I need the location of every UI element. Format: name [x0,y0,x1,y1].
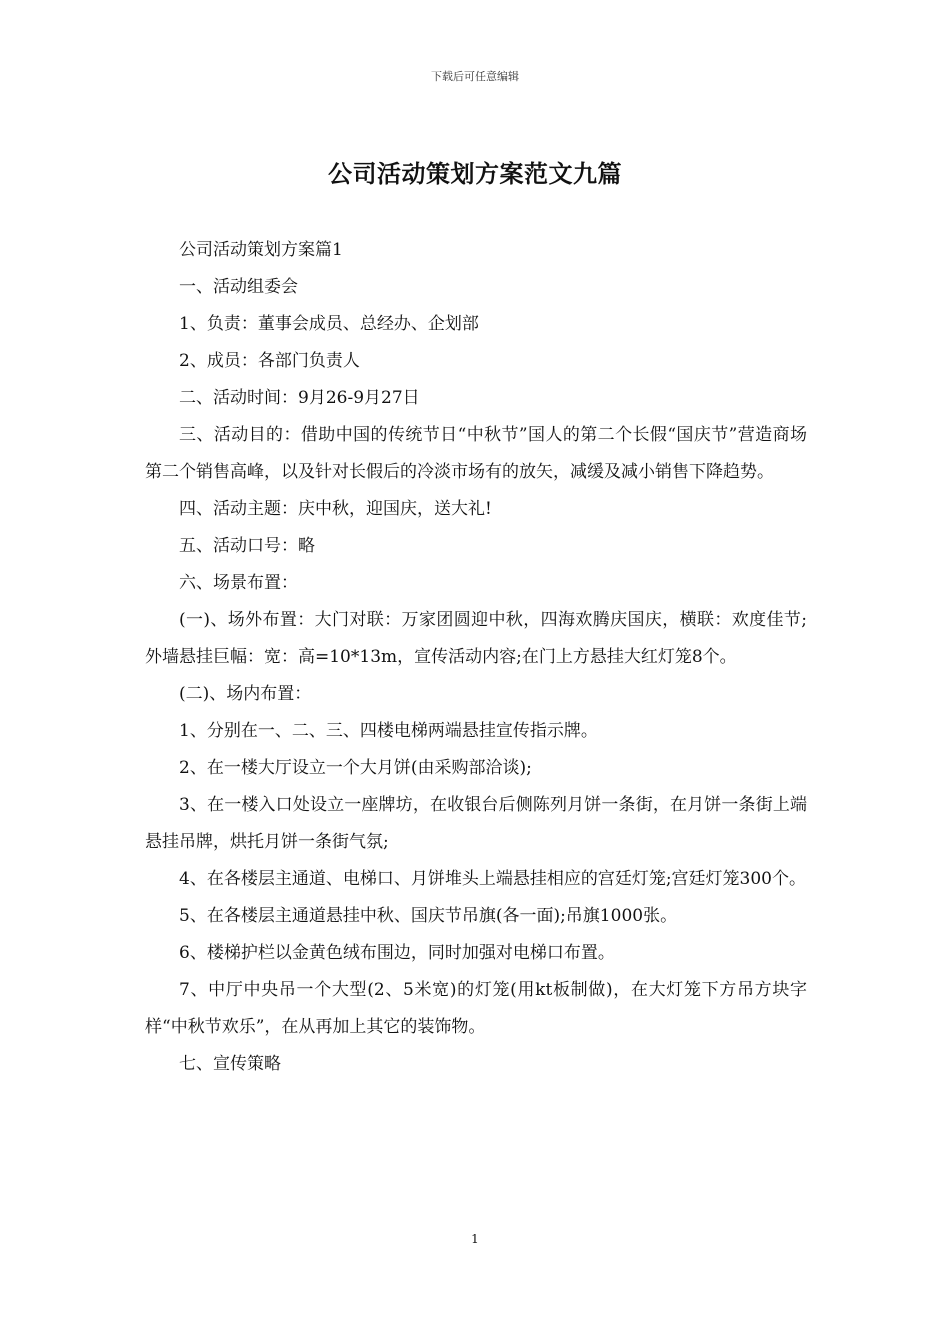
paragraph: 二、活动时间：9月26-9月27日 [179,388,420,408]
document-title: 公司活动策划方案范文九篇 [328,159,622,188]
paragraph: 2、成员：各部门负责人 [179,351,360,371]
paragraph: 六、场景布置： [179,573,298,593]
paragraph: 4、在各楼层主通道、电梯口、月饼堆头上端悬挂相应的宫廷灯笼;宫廷灯笼300个。 [179,869,806,889]
paragraph: 一、活动组委会 [179,277,298,297]
paragraph: (一)、场外布置：大门对联：万家团圆迎中秋，四海欢腾庆国庆，横联：欢度佳节;外墙悬挂巨幅：宽：高=10*13m，宣传活动内容;在门上方悬挂大红灯笼8个。 [145,610,807,667]
paragraph: 3、在一楼入口处设立一座牌坊，在收银台后侧陈列月饼一条街，在月饼一条街上端悬挂吊牌，烘托月饼一条街气氛; [145,795,807,852]
page-number: 1 [471,1232,479,1246]
paragraph: 五、活动口号：略 [179,536,315,556]
document-body [145,232,807,1083]
paragraph: (二)、场内布置： [179,684,312,704]
section-heading: 公司活动策划方案篇1 [179,240,343,260]
paragraph: 6、楼梯护栏以金黄色绒布围边，同时加强对电梯口布置。 [179,943,615,963]
paragraph: 7、中厅中央吊一个大型(2、5米宽)的灯笼(用kt板制做)，在大灯笼下方吊方块字样“中秋节欢乐”，在从再加上其它的装饰物。 [145,980,807,1037]
paragraph: 四、活动主题：庆中秋，迎国庆，送大礼! [179,499,492,519]
paragraph: 七、宣传策略 [179,1054,281,1074]
header-note: 下载后可任意编辑 [431,70,519,83]
paragraph: 2、在一楼大厅设立一个大月饼(由采购部洽谈); [179,758,532,778]
paragraph: 1、分别在一、二、三、四楼电梯两端悬挂宣传指示牌。 [179,721,598,741]
paragraph: 5、在各楼层主通道悬挂中秋、国庆节吊旗(各一面);吊旗1000张。 [179,906,678,926]
paragraph: 1、负责：董事会成员、总经办、企划部 [179,314,479,334]
paragraph: 三、活动目的：借助中国的传统节日“中秋节”国人的第二个长假“国庆节”营造商场第二个销售高峰，以及针对长假后的冷淡市场有的放矢，减缓及减小销售下降趋势。 [145,425,807,482]
